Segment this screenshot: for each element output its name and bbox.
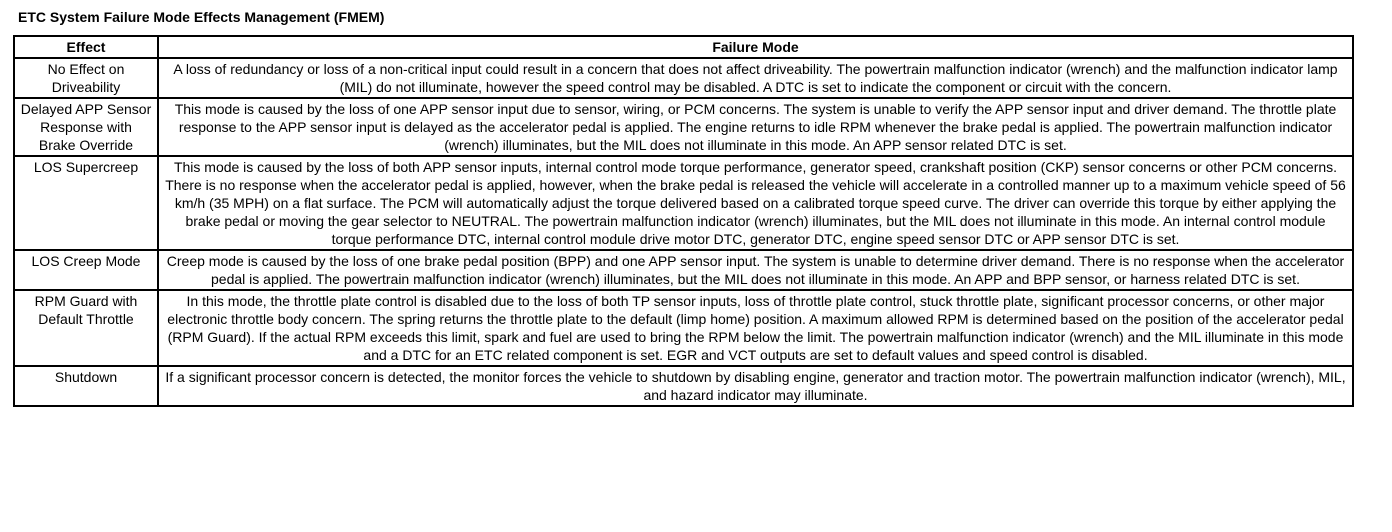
- failure-mode-cell: A loss of redundancy or loss of a non-critical input could result in a concern that does not affect driveability. The powertrain malfunction indicator (wrench) and the malfunction indicator lamp (MIL) do not illuminate, however the speed control may be disabled. A DTC is set to indicate the component or circuit with the concern.: [158, 58, 1353, 98]
- failure-mode-cell: This mode is caused by the loss of one APP sensor input due to sensor, wiring, or PCM concerns. The system is unable to verify the APP sensor input and driver demand. The throttle plate response to the APP sensor input is delayed as the accelerator pedal is applied. The engine returns to idle RPM whenever the brake pedal is applied. The powertrain malfunction indicator (wrench) illuminates, but the MIL does not illuminate in this mode. An APP sensor related DTC is set.: [158, 98, 1353, 156]
- table-row: [14, 290, 1353, 366]
- effect-cell: LOS Creep Mode: [14, 250, 158, 290]
- column-header-effect: Effect: [14, 36, 158, 58]
- failure-mode-cell: Creep mode is caused by the loss of one brake pedal position (BPP) and one APP sensor input. The system is unable to determine driver demand. There is no response when the accelerator pedal is applied. The powertrain malfunction indicator (wrench) illuminates, but the MIL does not illuminate in this mode. An APP and BPP sensor, or harness related DTC is set.: [158, 250, 1353, 290]
- effect-cell: LOS Supercreep: [14, 156, 158, 250]
- effect-cell: No Effect on Driveability: [14, 58, 158, 98]
- fmem-table: [13, 35, 1354, 407]
- table-row: [14, 250, 1353, 290]
- failure-mode-cell: This mode is caused by the loss of both APP sensor inputs, internal control mode torque performance, generator speed, crankshaft position (CKP) sensor concerns or other PCM concerns. There is no response when the accelerator pedal is applied, however, when the brake pedal is released the vehicle will accelerate in a controlled manner up to a maximum vehicle speed of 56 km/h (35 MPH) on a flat surface. The PCM will automatically adjust the torque delivered based on a calibrated torque speed curve. The driver can override this torque by either applying the brake pedal or moving the gear selector to NEUTRAL. The powertrain malfunction indicator (wrench) illuminates, but the MIL does not illuminate in this mode. An internal control module torque performance DTC, internal control module drive motor DTC, generator DTC, engine speed sensor DTC or APP sensor DTC is set.: [158, 156, 1353, 250]
- table-row: [14, 58, 1353, 98]
- table-row: [14, 366, 1353, 406]
- effect-cell: Delayed APP Sensor Response with Brake Override: [14, 98, 158, 156]
- column-header-failure-mode: Failure Mode: [158, 36, 1353, 58]
- failure-mode-cell: If a significant processor concern is detected, the monitor forces the vehicle to shutdown by disabling engine, generator and traction motor. The powertrain malfunction indicator (wrench), MIL, and hazard indicator may illuminate.: [158, 366, 1353, 406]
- table-header-row: [14, 36, 1353, 58]
- page-title: ETC System Failure Mode Effects Management (FMEM): [18, 9, 385, 25]
- table-row: [14, 98, 1353, 156]
- failure-mode-cell: In this mode, the throttle plate control is disabled due to the loss of both TP sensor inputs, loss of throttle plate control, stuck throttle plate, significant processor concerns, or other major electronic throttle body concern. The spring returns the throttle plate to the default (limp home) position. A maximum allowed RPM is determined based on the position of the accelerator pedal (RPM Guard). If the actual RPM exceeds this limit, spark and fuel are used to bring the RPM below the limit. The powertrain malfunction indicator (wrench) and the MIL illuminate in this mode and a DTC for an ETC related component is set. EGR and VCT outputs are set to default values and speed control is disabled.: [158, 290, 1353, 366]
- effect-cell: Shutdown: [14, 366, 158, 406]
- table-row: [14, 156, 1353, 250]
- effect-cell: RPM Guard with Default Throttle: [14, 290, 158, 366]
